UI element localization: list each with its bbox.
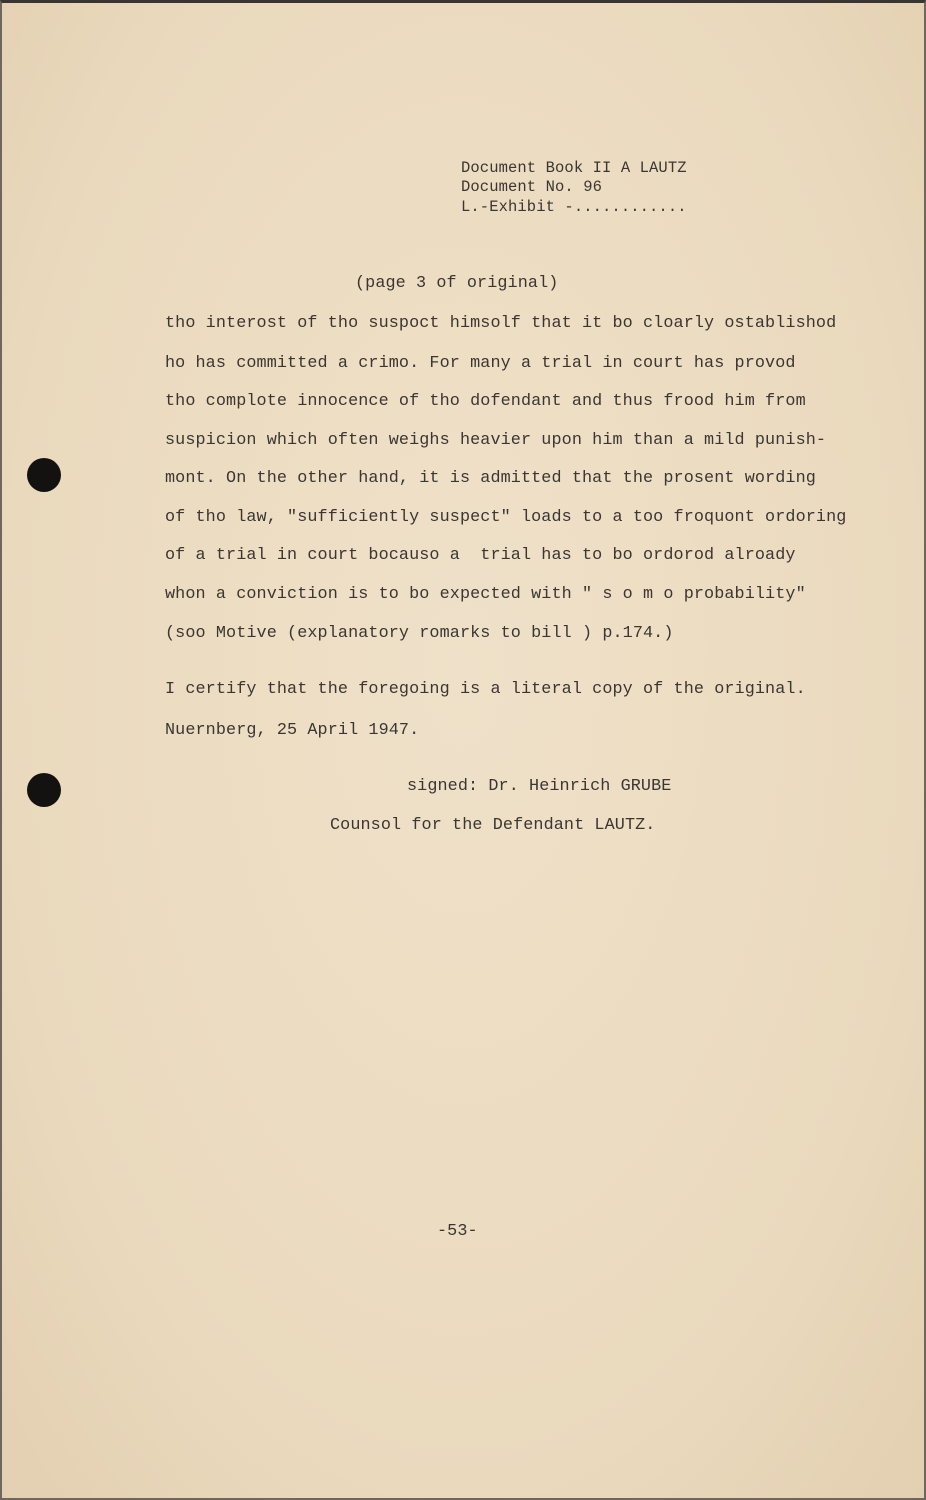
page-subtitle: (page 3 of original) [355,274,559,293]
place-date: Nuernberg, 25 April 1947. [165,721,420,740]
body-line: ho has committed a crimo. For many a trial in court has provod [165,354,796,373]
body-line: tho interost of tho suspoct himsolf that it bo cloarly ostablishod [165,314,837,333]
body-line: (soo Motive (explanatory romarks to bill ) p.174.) [165,624,674,643]
certification-statement: I certify that the foregoing is a literal copy of the original. [165,680,806,699]
page-number: -53- [437,1222,478,1241]
body-line: of tho law, "sufficiently suspect" loads to a too froquont ordoring [165,508,847,527]
body-line: whon a conviction is to bo expected with " s o m o probability" [165,585,806,604]
signature-line: signed: Dr. Heinrich GRUBE [407,777,672,796]
body-line: mont. On the other hand, it is admitted that the prosent wording [165,469,816,488]
exhibit-label: L.-Exhibit -............ [461,198,687,216]
body-line: of a trial in court bocauso a trial has to bo ordorod alroady [165,546,796,565]
punch-hole [27,458,61,492]
signer-title: Counsol for the Defendant LAUTZ. [330,816,656,835]
document-book-label: Document Book II A LAUTZ [461,159,687,177]
body-line: suspicion which often weighs heavier upon him than a mild punish- [165,431,827,450]
body-line: tho complote innocence of tho dofendant and thus frood him from [165,392,806,411]
document-number-label: Document No. 96 [461,178,603,196]
punch-hole [27,773,61,807]
